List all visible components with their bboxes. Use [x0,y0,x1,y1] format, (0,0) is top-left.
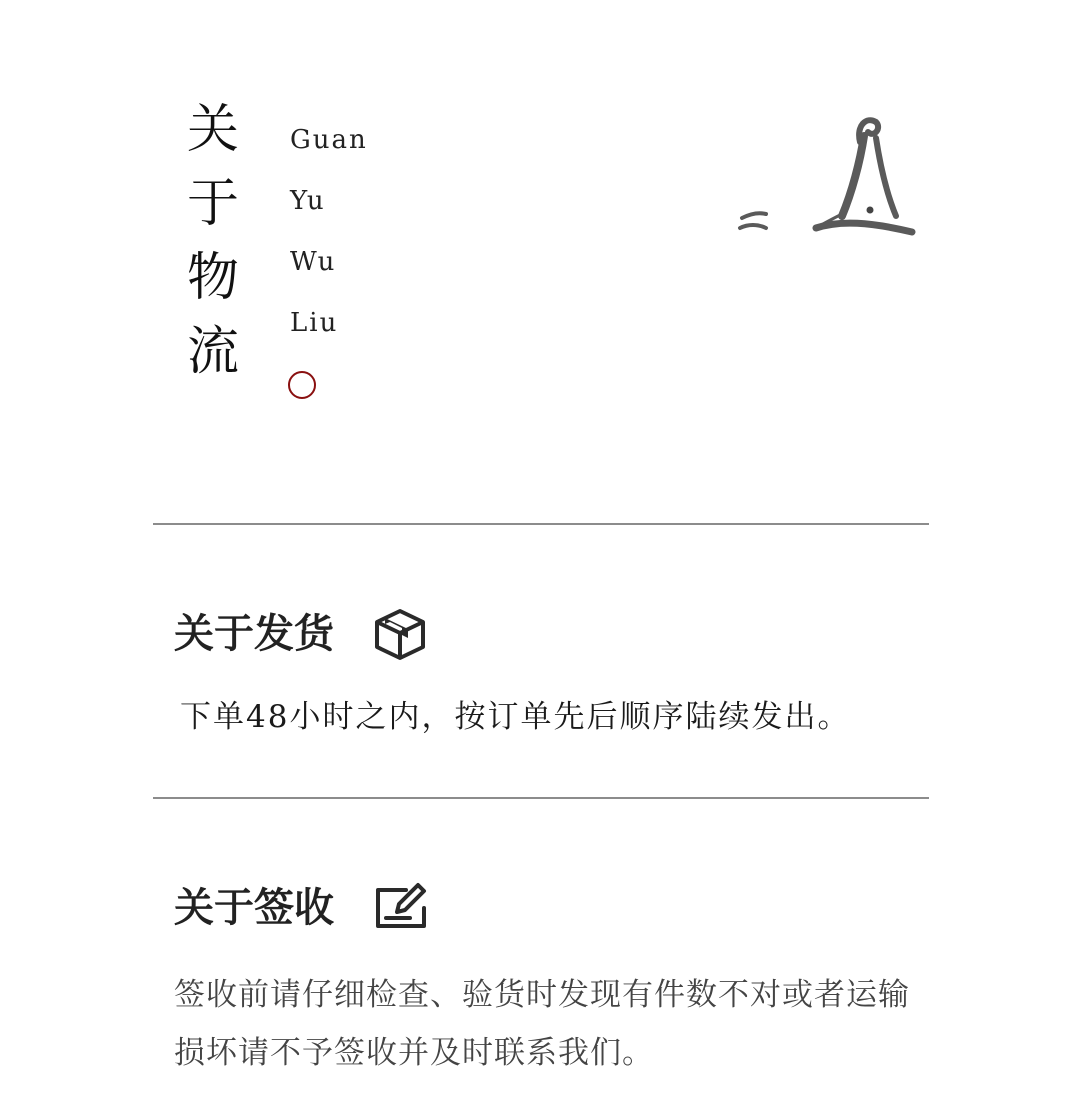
shipping-heading: 关于发货 [174,611,334,657]
red-circle-ornament [288,371,316,399]
signing-section-header [174,880,428,936]
section-divider [153,523,929,525]
pinyin-word: Yu [290,186,326,216]
pinyin-word: Guan [290,125,368,155]
signing-text: 签收前请仔细检查、验货时发现有件数不对或者运输损坏请不予签收并及时联系我们。 [174,977,910,1071]
pinyin-word: Wu [290,247,337,277]
shipping-text: 下单48小时之内，按订单先后顺序陆续发出。 [180,699,851,735]
shipping-section-header [174,606,428,662]
title-char: 于 [186,174,239,234]
title-char: 物 [186,248,239,308]
package-box-icon [372,606,428,662]
title-char: 流 [186,322,239,382]
title-char: 关 [186,100,239,160]
vertical-title [178,100,248,382]
sign-edit-icon [372,880,428,936]
pinyin-column [290,110,368,354]
signing-heading: 关于签收 [174,885,334,931]
pinyin-word: Liu [290,308,339,338]
calligraphy-ornament [730,112,920,242]
section-divider [153,797,929,799]
